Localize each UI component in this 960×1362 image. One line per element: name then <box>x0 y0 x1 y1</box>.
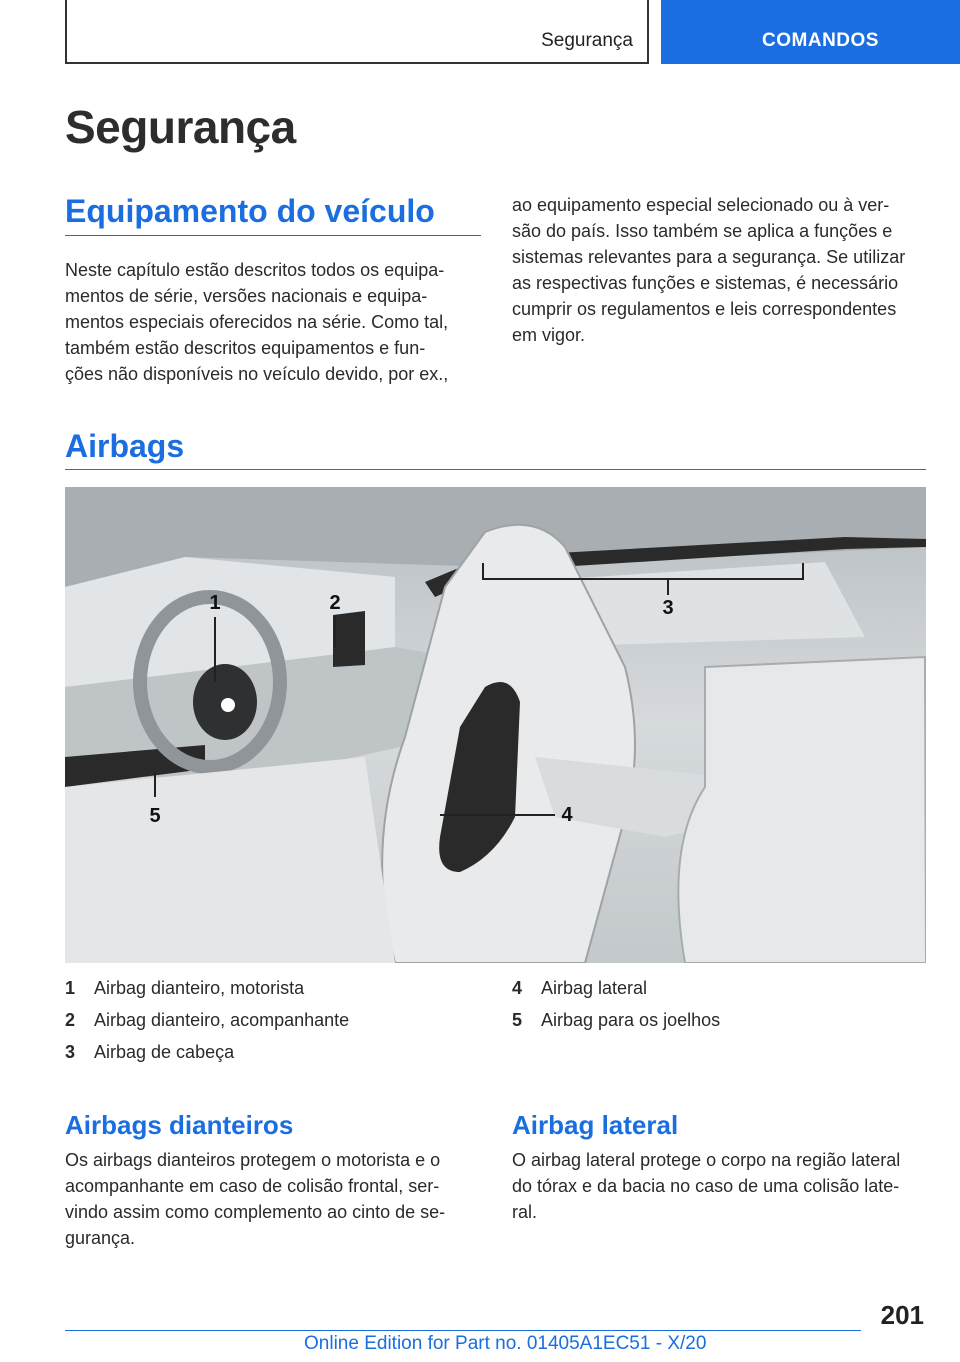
callout-number-2: 2 <box>329 592 341 614</box>
subheading-side-airbag: Airbag lateral <box>512 1110 679 1140</box>
side-airbag-text: O airbag lateral protege o corpo na região lateral do tórax e da bacia no caso de uma colisão late- ral. <box>512 1150 901 1222</box>
running-header-frame <box>65 0 649 64</box>
page-title: Segurança <box>65 101 296 153</box>
legend-item <box>512 1010 932 1042</box>
legend-label: Airbag lateral <box>541 978 648 998</box>
chapter-tab <box>661 0 960 64</box>
callout-number-4: 4 <box>561 804 573 826</box>
section-rule-airbags <box>65 469 926 470</box>
callout-number-1: 1 <box>209 592 221 614</box>
equipment-text-col2: ao equipamento especial selecionado ou à ver- são do país. Isso também se aplica a funções e sistemas relevantes para a segurança. Se utilizar as respectivas funções e sistemas, é necessário cumprir os regulamentos e leis correspondentes em vigor. <box>512 195 906 345</box>
subheading-front-airbags: Airbags dianteiros <box>65 1110 294 1140</box>
airbag-locations-figure <box>65 487 926 963</box>
equipment-text-col1: Neste capítulo estão descritos todos os equipa- mentos de série, versões nacionais e equipa- mentos especiais oferecidos na série. Como tal, também estão descritos equipamentos e fun- ções não disponíveis no veículo devido, por ex., <box>65 260 449 384</box>
callout-number-5: 5 <box>149 805 161 827</box>
footer-rule <box>65 1330 861 1331</box>
section-rule-equipment <box>65 235 481 236</box>
passenger-airbag <box>333 611 365 667</box>
figure-legend-right <box>512 978 932 1042</box>
legend-label: Airbag para os joelhos <box>541 1010 721 1030</box>
floor-area <box>65 757 395 963</box>
bmw-logo-icon <box>221 698 235 712</box>
chapter-tab-label: COMANDOS <box>762 30 879 51</box>
legend-number: 2 <box>65 1010 76 1030</box>
callout-number-3: 3 <box>662 597 674 619</box>
rear-seat <box>678 657 926 963</box>
legend-label: Airbag de cabeça <box>94 1042 235 1062</box>
page-number: 201 <box>880 1300 924 1330</box>
edition-footer: Online Edition for Part no. 01405A1EC51 - X/20 <box>304 1333 707 1354</box>
front-airbags-text: Os airbags dianteiros protegem o motorista e o acompanhante em caso de colisão frontal, ser- vindo assim como complemento ao cinto de se- gurança. <box>65 1150 446 1248</box>
legend-item <box>65 1010 485 1042</box>
legend-label: Airbag dianteiro, acompanhante <box>94 1010 350 1030</box>
legend-number: 1 <box>65 978 76 998</box>
legend-number: 3 <box>65 1042 76 1062</box>
running-header-section: Segurança <box>541 30 633 51</box>
section-heading-airbags: Airbags <box>65 428 185 464</box>
car-interior-illustration <box>65 487 926 963</box>
legend-label: Airbag dianteiro, motorista <box>94 978 305 998</box>
figure-legend-left <box>65 978 485 1074</box>
section-heading-equipment: Equipamento do veículo <box>65 193 435 229</box>
legend-number: 4 <box>512 978 523 998</box>
legend-number: 5 <box>512 1010 523 1030</box>
legend-item <box>65 978 485 1010</box>
legend-item <box>512 978 932 1010</box>
legend-item <box>65 1042 485 1074</box>
